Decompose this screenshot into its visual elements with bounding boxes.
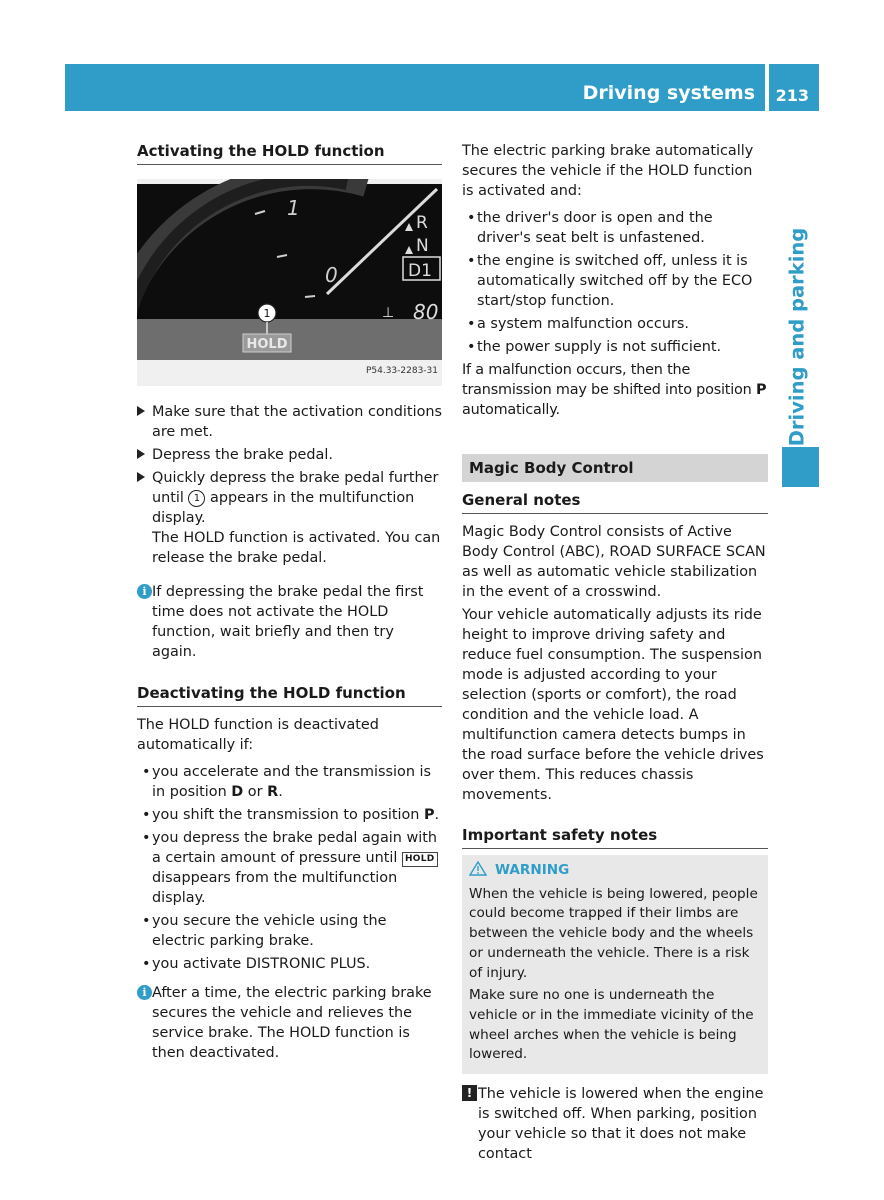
side-tab-marker [782,447,819,487]
step-1 [137,402,442,442]
gear-p: P [755,382,767,398]
list-text: a system malfunction occurs. [477,316,689,332]
list-text: you depress the brake pedal again with a certain amount of pressure until [152,830,437,866]
heading-general-notes: General notes [462,490,768,514]
warning-title [469,861,761,881]
list-item: • you accelerate and the transmission is in position D or R. [142,764,432,800]
svg-text:80: 80 [413,300,439,324]
step-arrow-icon [137,472,145,482]
gear-d: D [231,784,244,800]
list-item: • you shift the transmission to position P. [142,807,440,823]
svg-text:D1: D1 [408,261,432,281]
info-text: After a time, the electric parking brake secures the vehicle and relieves the service brake. The HOLD function is then deactivated. [152,985,432,1061]
list-item: • the power supply is not sufficient. [467,339,722,355]
list-text: the power supply is not sufficient. [477,339,722,355]
heading-activating: Activating the HOLD function [137,141,442,165]
list-text: you secure the vehicle using the electric parking brake. [152,913,387,949]
malfunction-text [462,360,768,420]
list-text: you activate DISTRONIC PLUS. [152,956,371,972]
list-text: you shift the transmission to position [152,807,424,823]
list-item: • you depress the brake pedal again with a certain amount of pressure until HOLD disappears from the multifunction display. [142,830,437,906]
list-text: the engine is switched off, unless it is automatically switched off by the ECO start/stop function. [477,253,753,309]
header-title: Driving systems [582,82,755,104]
side-tab-label [775,227,819,447]
page-number: 213 [775,86,809,105]
info-icon: i [137,584,152,599]
svg-text:1: 1 [287,196,300,220]
list-item: • you secure the vehicle using the electric parking brake. [142,913,387,949]
instrument-cluster-image [137,179,442,386]
list-item: • the driver's door is open and the driver's seat belt is unfastened. [467,210,713,246]
info-note-activation [137,582,442,662]
malfunction-text-post: automatically. [462,402,560,418]
list-text: you accelerate and the transmission is in position [152,764,432,800]
hold-symbol-icon: HOLD [402,852,438,867]
general-notes-p1: Magic Body Control consists of Active Body Control (ABC), ROAD SURFACE SCAN as well as automatic vehicle stabilization in the event of a crosswind. [462,524,766,600]
right-column [462,141,768,1164]
exclamation-icon: ! [462,1085,477,1101]
info-note-deactivation [137,983,442,1063]
caution-note-text: The vehicle is lowered when the engine is switched off. When parking, position your vehicle so that it does not make contact [478,1086,764,1163]
callout-1-marker: 1 [188,490,205,507]
step-3-result: The HOLD function is activated. You can release the brake pedal. [152,530,441,566]
step-1-text: Make sure that the activation conditions are met. [152,404,442,440]
info-text: If depressing the brake pedal the first time does not activate the HOLD function, wait briefly and then try again. [152,584,424,660]
heading-deactivating: Deactivating the HOLD function [137,683,442,707]
list-text: the driver's door is open and the driver's seat belt is unfastened. [477,210,713,246]
svg-text:⊥: ⊥ [382,305,395,321]
step-2-text: Depress the brake pedal. [152,447,333,463]
step-3 [137,468,442,568]
step-2 [137,445,442,465]
left-column [137,141,442,1063]
list-text: disappears from the multifunction display. [152,870,398,906]
warning-p2: Make sure no one is underneath the vehicle or in the immediate vicinity of the wheel arches when the vehicle is being lowered. [469,987,754,1063]
heading-safety-notes: Important safety notes [462,825,768,849]
deactivation-intro: The HOLD function is deactivated automatically if: [137,717,379,753]
warning-title-text: WARNING [495,862,570,878]
svg-text:N: N [416,236,429,256]
section-magic-body-control: Magic Body Control [462,454,768,482]
step-arrow-icon [137,406,145,416]
svg-text:R: R [416,213,428,233]
header-divider [765,64,769,111]
step-3-text-end: appears in the multifunction display. [152,490,415,526]
parking-brake-intro: The electric parking brake automatically secures the vehicle if the HOLD function is activated and: [462,143,754,199]
gear-r: R [267,784,279,800]
list-text: . [278,784,283,800]
malfunction-text-pre: If a malfunction occurs, then the transmission may be shifted into position [462,362,756,398]
caution-note [462,1084,768,1164]
list-text: . [434,807,440,823]
side-tab-text: Driving and parking [785,227,809,447]
warning-triangle-icon [469,861,487,876]
list-text: or [243,784,268,800]
page-header [65,64,819,111]
list-item: • the engine is switched off, unless it is automatically switched off by the ECO start/stop function. [467,253,753,309]
step-arrow-icon [137,449,145,459]
list-item: • you activate DISTRONIC PLUS. [142,956,371,972]
warning-box [462,855,768,1074]
step-3-text: Quickly depress the brake pedal further until [152,470,439,506]
figure-hold-label: HOLD [246,337,288,352]
svg-text:0: 0 [325,263,338,287]
gear-p: P [423,807,435,823]
instrument-cluster-figure [137,179,442,386]
general-notes-p2: Your vehicle automatically adjusts its ride height to improve driving safety and reduce fuel consumption. The suspension mode is adjusted according to your selection (sports or comfort), the road condition and the vehicle load. A multifunction camera detects bumps in the road surface before the vehicle drives over them. This reduces chassis movements. [462,607,764,803]
warning-p1: When the vehicle is being lowered, people could become trapped if their limbs are between the vehicle body and the wheels or underneath the vehicle. There is a risk of injury. [469,885,758,981]
figure-callout: 1 [263,307,271,320]
list-item: • a system malfunction occurs. [467,316,689,332]
figure-code: P54.33-2283-31 [365,366,438,376]
info-icon: i [137,985,152,1000]
